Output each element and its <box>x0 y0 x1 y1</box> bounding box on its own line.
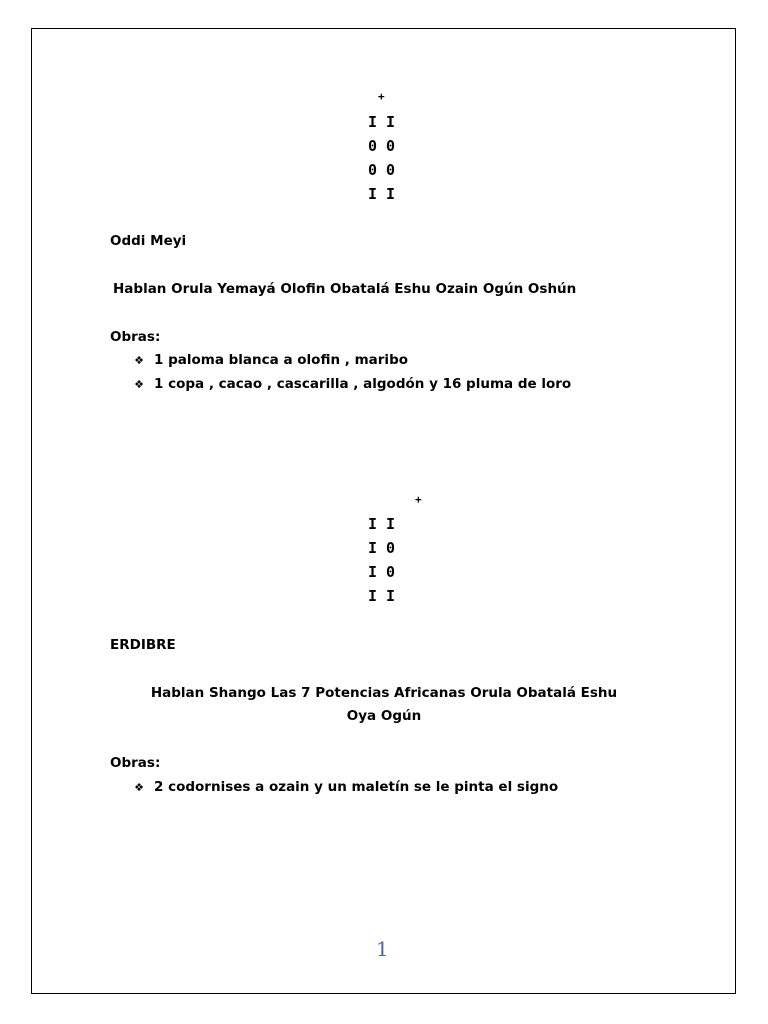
sign2-plus-mark: + <box>415 493 422 506</box>
sign1-row: I I <box>368 185 396 203</box>
sign2-hablan-line1: Hablan Shango Las 7 Potencias Africanas Orula Obatalá Eshu <box>150 685 618 701</box>
list-item <box>133 373 571 396</box>
diamond-bullet-icon: ❖ <box>134 781 144 794</box>
sign1-obras-label: Obras: <box>110 329 161 345</box>
sign2-row: I I <box>368 515 396 533</box>
sign1-hablan: Hablan Orula Yemayá Olofin Obatalá Eshu Ozain Ogún Oshún <box>113 281 577 297</box>
sign2-obras-label: Obras: <box>110 755 161 771</box>
list-item <box>133 776 558 799</box>
sign2-row: I 0 <box>368 563 396 581</box>
sign1-row: 0 0 <box>368 137 396 155</box>
diamond-bullet-icon: ❖ <box>134 354 144 367</box>
sign2-row: I 0 <box>368 539 396 557</box>
list-item <box>133 349 408 372</box>
sign2-title: ERDIBRE <box>110 637 176 653</box>
list-item-text: 1 paloma blanca a olofin , maribo <box>154 352 409 368</box>
sign2-hablan-line2: Oya Ogún <box>346 708 422 724</box>
list-item-text: 1 copa , cacao , cascarilla , algodón y 16 pluma de loro <box>154 376 572 392</box>
sign1-row: I I <box>368 113 396 131</box>
sign1-plus-mark: + <box>378 90 385 103</box>
diamond-bullet-icon: ❖ <box>134 378 144 391</box>
sign2-hablan <box>100 682 668 728</box>
sign2-row: I I <box>368 587 396 605</box>
sign1-row: 0 0 <box>368 161 396 179</box>
page-number: 1 <box>376 937 389 961</box>
sign1-title: Oddi Meyi <box>110 233 187 249</box>
sign1-odu-marks <box>368 110 395 206</box>
sign2-odu-marks <box>368 512 395 608</box>
list-item-text: 2 codornises a ozain y un maletín se le pinta el signo <box>154 779 559 795</box>
